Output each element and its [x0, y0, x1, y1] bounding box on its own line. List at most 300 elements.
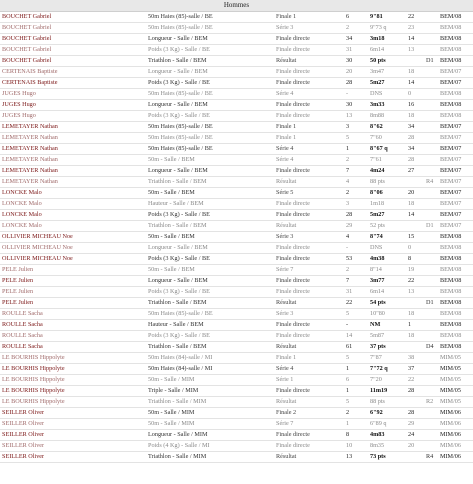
event-name: Triple - Salle / MIM	[146, 386, 274, 397]
place-value: 2	[344, 23, 368, 34]
athlete-name[interactable]: LE BOURHIS Hippolyte	[0, 364, 146, 375]
record-badge	[424, 419, 438, 430]
points-value: 8	[406, 254, 424, 265]
record-badge	[424, 122, 438, 133]
event-name: Longueur - Salle / BEM	[146, 166, 274, 177]
place-value: 30	[344, 56, 368, 67]
athlete-name[interactable]: BOUCHET Gabriel	[0, 12, 146, 23]
table-row	[0, 364, 473, 375]
table-row	[0, 232, 473, 243]
performance-value: 88 pts	[368, 397, 406, 408]
place-value: 5	[344, 397, 368, 408]
event-name: Longueur - Salle / BEM	[146, 100, 274, 111]
event-name: 50m Haies (85)-salle / BE	[146, 89, 274, 100]
table-row	[0, 298, 473, 309]
round-label: Résultat	[274, 298, 344, 309]
round-label: Finale directe	[274, 34, 344, 45]
round-label: Finale directe	[274, 100, 344, 111]
record-badge	[424, 430, 438, 441]
event-name: Longueur - Salle / BEM	[146, 243, 274, 254]
points-value	[406, 298, 424, 309]
round-label: Finale 1	[274, 12, 344, 23]
record-badge	[424, 12, 438, 23]
performance-value: 7"87	[368, 353, 406, 364]
place-value: 13	[344, 452, 368, 463]
table-row	[0, 375, 473, 386]
round-label: Série 1	[274, 375, 344, 386]
athlete-name[interactable]: LEMETAYER Nathan	[0, 133, 146, 144]
points-value: 13	[406, 45, 424, 56]
place-value: 4	[344, 232, 368, 243]
round-label: Résultat	[274, 342, 344, 353]
points-value: 29	[406, 419, 424, 430]
category-value: BEM/08	[438, 232, 473, 243]
record-badge	[424, 166, 438, 177]
record-badge: R2	[424, 397, 438, 408]
points-value: 38	[406, 353, 424, 364]
points-value: 18	[406, 309, 424, 320]
performance-value: 8"14	[368, 265, 406, 276]
record-badge	[424, 386, 438, 397]
place-value: 1	[344, 386, 368, 397]
performance-value: 3m77	[368, 276, 406, 287]
performance-value: 52 pts	[368, 221, 406, 232]
place-value: 34	[344, 34, 368, 45]
record-badge: D1	[424, 298, 438, 309]
round-label: Finale directe	[274, 441, 344, 452]
place-value: 5	[344, 309, 368, 320]
performance-value: 8"62	[368, 122, 406, 133]
category-value: BEM/07	[438, 133, 473, 144]
category-value: BEM/08	[438, 111, 473, 122]
round-label: Finale directe	[274, 199, 344, 210]
table-row	[0, 309, 473, 320]
round-label: Finale directe	[274, 111, 344, 122]
round-label: Résultat	[274, 177, 344, 188]
performance-value: 4m38	[368, 254, 406, 265]
event-name: 50m - Salle / BEM	[146, 265, 274, 276]
points-value: 37	[406, 364, 424, 375]
table-row	[0, 419, 473, 430]
performance-value: 7"20	[368, 375, 406, 386]
category-value: BEM/07	[438, 199, 473, 210]
header-title: Hommes	[223, 1, 250, 9]
points-value	[406, 342, 424, 353]
place-value: 6	[344, 375, 368, 386]
place-value: 61	[344, 342, 368, 353]
table-row	[0, 386, 473, 397]
performance-value: 1m18	[368, 199, 406, 210]
record-badge	[424, 353, 438, 364]
place-value: 3	[344, 122, 368, 133]
points-value: 22	[406, 12, 424, 23]
athlete-name[interactable]: JUGES Hugo	[0, 111, 146, 122]
table-row	[0, 155, 473, 166]
category-value: BEM/08	[438, 298, 473, 309]
round-label: Finale directe	[274, 45, 344, 56]
table-row	[0, 452, 473, 463]
points-value: 19	[406, 265, 424, 276]
table-row	[0, 265, 473, 276]
round-label: Série 4	[274, 144, 344, 155]
results-table	[0, 12, 473, 463]
performance-value: 8m35	[368, 441, 406, 452]
round-label: Finale directe	[274, 287, 344, 298]
record-badge	[424, 133, 438, 144]
athlete-name[interactable]: LONCKE Malo	[0, 210, 146, 221]
table-row	[0, 287, 473, 298]
category-value: BEM/07	[438, 144, 473, 155]
table-row	[0, 254, 473, 265]
place-value: 2	[344, 155, 368, 166]
table-row	[0, 210, 473, 221]
performance-value: NM	[368, 320, 406, 331]
athlete-name[interactable]: BOUCHET Gabriel	[0, 34, 146, 45]
category-value: BEM/08	[438, 23, 473, 34]
event-name: 50m Haies (84)-salle / MI	[146, 364, 274, 375]
performance-value: 8"74	[368, 232, 406, 243]
event-name: 50m Haies (85)-salle / BE	[146, 23, 274, 34]
points-value	[406, 397, 424, 408]
table-row	[0, 100, 473, 111]
event-name: 50m - Salle / BEM	[146, 188, 274, 199]
place-value: 8	[344, 430, 368, 441]
points-value: 28	[406, 386, 424, 397]
points-value: 14	[406, 210, 424, 221]
athlete-name[interactable]: BOUCHET Gabriel	[0, 45, 146, 56]
athlete-name[interactable]: SEILLER Oliver	[0, 430, 146, 441]
performance-value: 37 pts	[368, 342, 406, 353]
athlete-name[interactable]: SEILLER Oliver	[0, 408, 146, 419]
record-badge	[424, 210, 438, 221]
category-value: MIM/06	[438, 408, 473, 419]
place-value: 7	[344, 276, 368, 287]
place-value: 2	[344, 265, 368, 276]
points-value: 22	[406, 276, 424, 287]
athlete-name[interactable]: CERTENAIS Baptiste	[0, 67, 146, 78]
points-value: 34	[406, 122, 424, 133]
performance-value: DNS	[368, 89, 406, 100]
points-value: 14	[406, 78, 424, 89]
table-row	[0, 89, 473, 100]
performance-value: 6m14	[368, 45, 406, 56]
category-value: MIM/06	[438, 419, 473, 430]
athlete-name[interactable]: LE BOURHIS Hippolyte	[0, 375, 146, 386]
record-badge	[424, 45, 438, 56]
round-label: Finale directe	[274, 243, 344, 254]
table-row	[0, 320, 473, 331]
round-label: Série 3	[274, 309, 344, 320]
place-value: 3	[344, 199, 368, 210]
performance-value: 5m27	[368, 210, 406, 221]
points-value: 18	[406, 331, 424, 342]
category-value: MIM/05	[438, 353, 473, 364]
event-name: Triathlon - Salle / MIM	[146, 452, 274, 463]
record-badge	[424, 309, 438, 320]
performance-value: 11m19	[368, 386, 406, 397]
event-name: 50m - Salle / BEM	[146, 155, 274, 166]
round-label: Série 3	[274, 23, 344, 34]
event-name: 50m Haies (85)-salle / BE	[146, 144, 274, 155]
event-name: Longueur - Salle / BEM	[146, 34, 274, 45]
athlete-name[interactable]: CERTENAIS Baptiste	[0, 78, 146, 89]
athlete-name[interactable]: LEMETAYER Nathan	[0, 166, 146, 177]
event-name: Triathlon - Salle / BEM	[146, 56, 274, 67]
record-badge	[424, 441, 438, 452]
performance-value: 9"81	[368, 12, 406, 23]
table-row	[0, 177, 473, 188]
place-value: 4	[344, 177, 368, 188]
round-label: Finale directe	[274, 331, 344, 342]
record-badge	[424, 320, 438, 331]
record-badge	[424, 254, 438, 265]
points-value	[406, 221, 424, 232]
performance-value: DNS	[368, 243, 406, 254]
athlete-name[interactable]: LE BOURHIS Hippolyte	[0, 397, 146, 408]
round-label: Finale 1	[274, 122, 344, 133]
category-value: BEM/08	[438, 309, 473, 320]
place-value: 1	[344, 144, 368, 155]
performance-value: 8"67 q	[368, 144, 406, 155]
record-badge	[424, 265, 438, 276]
points-value: 1	[406, 320, 424, 331]
event-name: Longueur - Salle / MIM	[146, 430, 274, 441]
event-name: 50m - Salle / MIM	[146, 408, 274, 419]
table-row	[0, 441, 473, 452]
record-badge: D1	[424, 221, 438, 232]
record-badge	[424, 199, 438, 210]
category-value: BEM/08	[438, 100, 473, 111]
round-label: Série 7	[274, 265, 344, 276]
points-value: 24	[406, 430, 424, 441]
table-row	[0, 23, 473, 34]
round-label: Finale directe	[274, 67, 344, 78]
place-value: -	[344, 243, 368, 254]
points-value: 16	[406, 100, 424, 111]
points-value: 23	[406, 23, 424, 34]
athlete-name[interactable]: SEILLER Oliver	[0, 441, 146, 452]
performance-value: 4m24	[368, 166, 406, 177]
record-badge	[424, 375, 438, 386]
record-badge	[424, 144, 438, 155]
round-label: Série 4	[274, 155, 344, 166]
points-value: 20	[406, 441, 424, 452]
performance-value: 5m87	[368, 331, 406, 342]
place-value: -	[344, 89, 368, 100]
points-value: 28	[406, 133, 424, 144]
event-name: Longueur - Salle / BEM	[146, 67, 274, 78]
performance-value: 8m88	[368, 111, 406, 122]
table-row	[0, 331, 473, 342]
place-value: 13	[344, 111, 368, 122]
category-value: BEM/08	[438, 265, 473, 276]
round-label: Finale directe	[274, 320, 344, 331]
athlete-name[interactable]: SEILLER Oliver	[0, 452, 146, 463]
table-row	[0, 397, 473, 408]
athlete-name[interactable]: JUGES Hugo	[0, 100, 146, 111]
category-value: MIM/05	[438, 386, 473, 397]
event-name: 50m Haies (85)-salle / BE	[146, 12, 274, 23]
category-value: BEM/08	[438, 45, 473, 56]
record-badge	[424, 100, 438, 111]
performance-value: 8"06	[368, 188, 406, 199]
athlete-name[interactable]: LEMETAYER Nathan	[0, 177, 146, 188]
record-badge	[424, 188, 438, 199]
athlete-name[interactable]: SEILLER Oliver	[0, 419, 146, 430]
category-value: BEM/08	[438, 34, 473, 45]
athlete-name[interactable]: ROULLE Sacha	[0, 342, 146, 353]
table-row	[0, 133, 473, 144]
event-name: Triathlon - Salle / BEM	[146, 298, 274, 309]
round-label: Finale directe	[274, 430, 344, 441]
performance-value: 7"72 q	[368, 364, 406, 375]
table-row	[0, 342, 473, 353]
place-value: 7	[344, 166, 368, 177]
place-value: 1	[344, 419, 368, 430]
category-value: BEM/07	[438, 188, 473, 199]
performance-value: 50 pts	[368, 56, 406, 67]
event-name: Poids (3 Kg) - Salle / BE	[146, 210, 274, 221]
round-label: Finale directe	[274, 166, 344, 177]
event-name: Triathlon - Salle / BEM	[146, 177, 274, 188]
round-label: Résultat	[274, 56, 344, 67]
athlete-name[interactable]: BOUCHET Gabriel	[0, 23, 146, 34]
round-label: Série 4	[274, 364, 344, 375]
record-badge	[424, 331, 438, 342]
points-value: 18	[406, 199, 424, 210]
athlete-name[interactable]: LONCKE Malo	[0, 188, 146, 199]
place-value: 2	[344, 408, 368, 419]
place-value: 53	[344, 254, 368, 265]
table-header	[0, 0, 473, 12]
record-badge	[424, 232, 438, 243]
table-row	[0, 144, 473, 155]
athlete-name[interactable]: BOUCHET Gabriel	[0, 56, 146, 67]
round-label: Finale directe	[274, 254, 344, 265]
performance-value: 6"89 q	[368, 419, 406, 430]
athlete-name[interactable]: LEMETAYER Nathan	[0, 122, 146, 133]
points-value	[406, 177, 424, 188]
round-label: Résultat	[274, 397, 344, 408]
performance-value: 6m14	[368, 287, 406, 298]
athlete-name[interactable]: OLLIVIER MICHEAU Noe	[0, 254, 146, 265]
performance-value: 7"61	[368, 155, 406, 166]
athlete-name[interactable]: ROULLE Sacha	[0, 320, 146, 331]
category-value: BEM/08	[438, 12, 473, 23]
table-row	[0, 353, 473, 364]
place-value: 28	[344, 210, 368, 221]
table-row	[0, 276, 473, 287]
round-label: Série 4	[274, 89, 344, 100]
category-value: MIM/05	[438, 375, 473, 386]
place-value: 14	[344, 331, 368, 342]
athlete-name[interactable]: JUGES Hugo	[0, 89, 146, 100]
round-label: Finale directe	[274, 210, 344, 221]
category-value: BEM/07	[438, 166, 473, 177]
performance-value: 3m47	[368, 67, 406, 78]
table-row	[0, 67, 473, 78]
record-badge	[424, 287, 438, 298]
performance-value: 88 pts	[368, 177, 406, 188]
points-value: 28	[406, 155, 424, 166]
event-name: 50m Haies (85)-salle / BE	[146, 133, 274, 144]
athlete-name[interactable]: PELE Julien	[0, 287, 146, 298]
event-name: Poids (3 Kg) - Salle / BE	[146, 254, 274, 265]
points-value	[406, 452, 424, 463]
athlete-name[interactable]: LONCKE Malo	[0, 221, 146, 232]
table-row	[0, 221, 473, 232]
category-value: BEM/07	[438, 221, 473, 232]
round-label: Résultat	[274, 221, 344, 232]
event-name: 50m - Salle / BEM	[146, 232, 274, 243]
round-label: Finale directe	[274, 386, 344, 397]
athlete-name[interactable]: LONCKE Malo	[0, 199, 146, 210]
table-row	[0, 56, 473, 67]
athlete-name[interactable]: ROULLE Sacha	[0, 309, 146, 320]
record-badge	[424, 67, 438, 78]
category-value: BEM/07	[438, 177, 473, 188]
event-name: Poids (3 Kg) - Salle / BE	[146, 287, 274, 298]
record-badge: R4	[424, 177, 438, 188]
record-badge	[424, 34, 438, 45]
place-value: 28	[344, 78, 368, 89]
record-badge: D4	[424, 342, 438, 353]
category-value: BEM/08	[438, 254, 473, 265]
athlete-name[interactable]: LEMETAYER Nathan	[0, 155, 146, 166]
performance-value: 9"73 q	[368, 23, 406, 34]
record-badge	[424, 243, 438, 254]
table-row	[0, 111, 473, 122]
event-name: Poids (3 Kg) - Salle / BE	[146, 45, 274, 56]
category-value: BEM/08	[438, 331, 473, 342]
record-badge	[424, 89, 438, 100]
table-row	[0, 12, 473, 23]
points-value: 13	[406, 287, 424, 298]
place-value: 30	[344, 100, 368, 111]
place-value: 29	[344, 221, 368, 232]
athlete-name[interactable]: OLLIVIER MICHEAU Noe	[0, 232, 146, 243]
category-value: BEM/07	[438, 210, 473, 221]
place-value: 2	[344, 188, 368, 199]
record-badge	[424, 111, 438, 122]
category-value: MIM/05	[438, 364, 473, 375]
place-value: 22	[344, 298, 368, 309]
athlete-name[interactable]: PELE Julien	[0, 265, 146, 276]
round-label: Série 3	[274, 232, 344, 243]
record-badge	[424, 155, 438, 166]
points-value: 18	[406, 111, 424, 122]
round-label: Finale 1	[274, 353, 344, 364]
event-name: Poids (3 Kg) - Salle / BE	[146, 78, 274, 89]
points-value	[406, 56, 424, 67]
athlete-name[interactable]: LE BOURHIS Hippolyte	[0, 353, 146, 364]
table-row	[0, 199, 473, 210]
performance-value: 3m18	[368, 34, 406, 45]
athlete-name[interactable]: LEMETAYER Nathan	[0, 144, 146, 155]
points-value: 27	[406, 166, 424, 177]
athlete-name[interactable]: PELE Julien	[0, 276, 146, 287]
athlete-name[interactable]: ROULLE Sacha	[0, 331, 146, 342]
category-value: MIM/05	[438, 397, 473, 408]
category-value: BEM/07	[438, 155, 473, 166]
event-name: Hauteur - Salle / BEM	[146, 320, 274, 331]
table-row	[0, 122, 473, 133]
athlete-name[interactable]: LE BOURHIS Hippolyte	[0, 386, 146, 397]
athlete-name[interactable]: PELE Julien	[0, 298, 146, 309]
record-badge	[424, 78, 438, 89]
category-value: BEM/08	[438, 320, 473, 331]
athlete-name[interactable]: OLLIVIER MICHEAU Noe	[0, 243, 146, 254]
